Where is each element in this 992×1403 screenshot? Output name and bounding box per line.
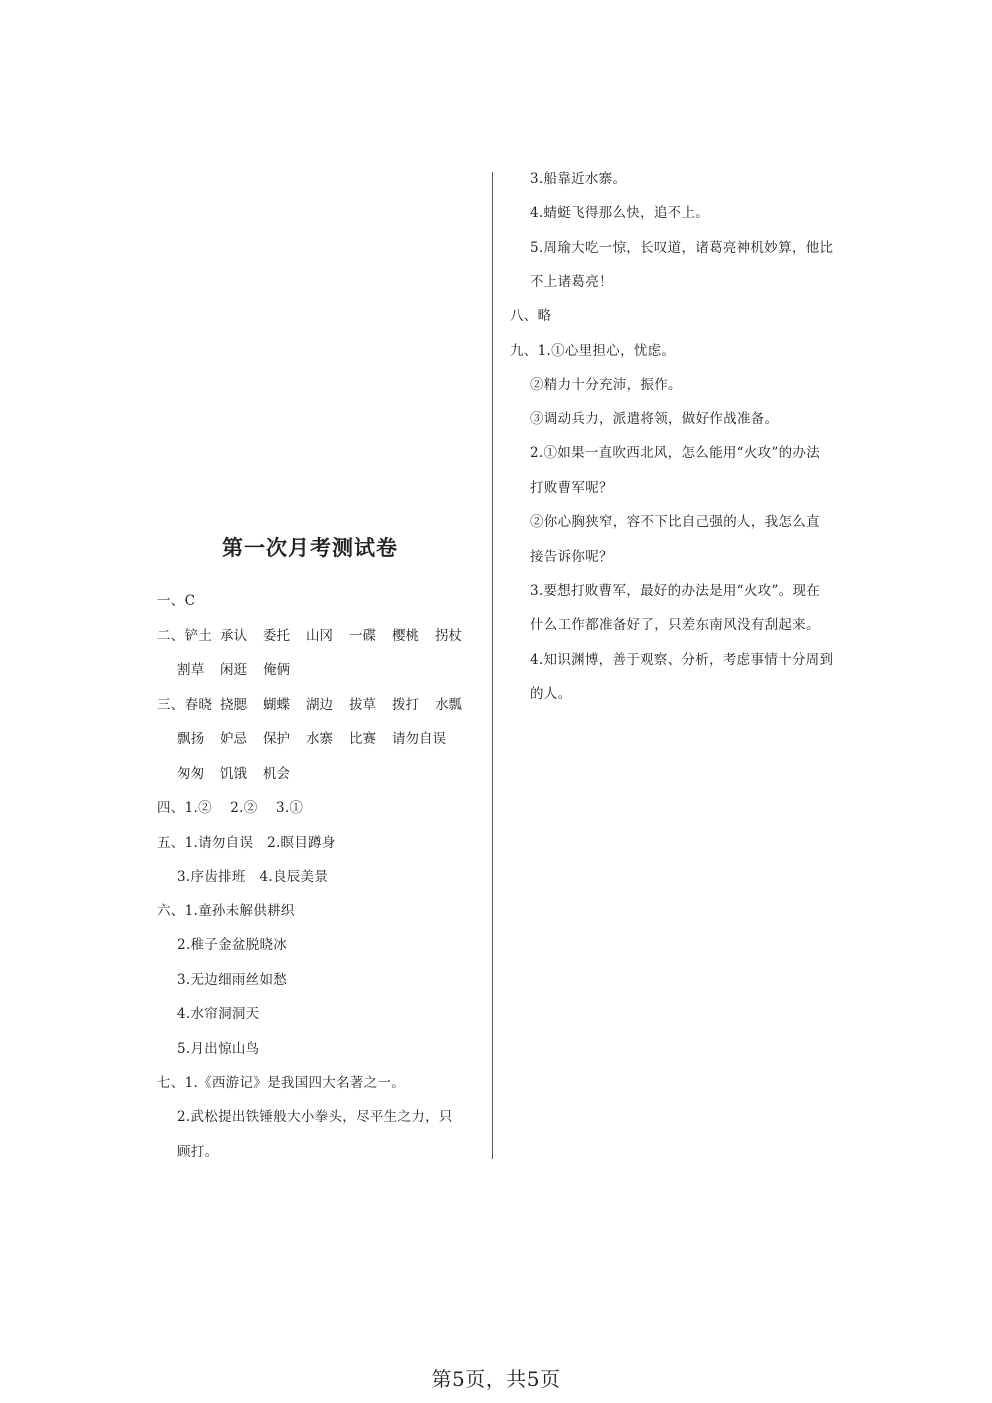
word: 委托 (263, 628, 290, 644)
word: 樱桃 (392, 628, 419, 644)
answer-line: 四、1.② 2.② 3.① (157, 800, 304, 816)
answer-line: 割草 (177, 662, 205, 678)
answer-line: 三、春晓 (157, 697, 213, 713)
word-row (220, 764, 290, 784)
word: 湖边 (306, 697, 333, 713)
word-row (220, 695, 462, 715)
answer-line: 4.蜻蜓飞得那么快，追不上。 (530, 205, 710, 221)
answer-line: 3.要想打败曹军，最好的办法是用“火攻”。现在 (530, 583, 821, 599)
page-footer: 第5页，共5页 (431, 1367, 561, 1391)
word: 比赛 (349, 731, 376, 747)
answer-line: ②精力十分充沛，振作。 (530, 377, 682, 393)
answer-line: 2.①如果一直吹西北风，怎么能用“火攻”的办法 (530, 445, 821, 461)
answer-line: 4.知识渊博，善于观察、分析，考虑事情十分周到 (530, 652, 834, 668)
word: 闲逛 (220, 662, 247, 678)
answer-line: 五、1.请勿自误 2.瞑目蹲身 (157, 835, 336, 851)
answer-line: 5.周瑜大吃一惊，长叹道，诸葛亮神机妙算，他比 (530, 240, 834, 256)
answer-line: 六、1.童孙未解供耕织 (157, 903, 295, 919)
answer-line: 3.序齿排班 4.良辰美景 (177, 869, 329, 885)
answer-line: ②你心胸狭窄，容不下比自己强的人，我怎么直 (530, 514, 820, 530)
answer-line: 顾打。 (177, 1144, 219, 1160)
answer-line: 什么工作都准备好了，只差东南风没有刮起来。 (530, 617, 820, 633)
answer-line: 匆匆 (177, 766, 205, 782)
answer-line: 4.水帘洞洞天 (177, 1006, 260, 1022)
word: 拐杖 (435, 628, 462, 644)
word: 水瓢 (435, 697, 462, 713)
answer-line: 3.船靠近水寨。 (530, 171, 627, 187)
word: 俺俩 (263, 662, 290, 678)
word: 山冈 (306, 628, 333, 644)
answer-line: 的人。 (530, 686, 572, 702)
word: 饥饿 (220, 766, 247, 782)
word-row (220, 660, 290, 680)
answer-line: 八、略 (510, 308, 552, 324)
word: 拔草 (349, 697, 376, 713)
word: 挠腮 (220, 697, 247, 713)
answer-line: 5.月出惊山鸟 (177, 1041, 260, 1057)
answer-line: 九、1.①心里担心，忧虑。 (510, 343, 676, 359)
word: 蝴蝶 (263, 697, 290, 713)
answer-line: 接告诉你呢？ (530, 549, 613, 565)
answer-line: 2.稚子金盆脱晓冰 (177, 937, 288, 953)
word: 保护 (263, 731, 290, 747)
answer-line: 2.武松提出铁锤般大小拳头，尽平生之力，只 (177, 1109, 453, 1125)
answer-line: 飘扬 (177, 731, 205, 747)
page-title: 第一次月考测试卷 (222, 535, 398, 560)
word: 妒忌 (220, 731, 247, 747)
word: 拨打 (392, 697, 419, 713)
answer-line: ③调动兵力，派遣将领，做好作战准备。 (530, 411, 779, 427)
answer-line: 不上诸葛亮！ (530, 274, 613, 290)
answer-line: 打败曹军呢？ (530, 480, 613, 496)
answer-line: 3.无边细雨丝如愁 (177, 972, 288, 988)
answer-line: 二、铲土 (157, 628, 213, 644)
word: 一碟 (349, 628, 376, 644)
word: 承认 (220, 628, 247, 644)
word-row (220, 729, 446, 749)
word-row (220, 626, 462, 646)
answer-line: 七、1.《西游记》是我国四大名著之一。 (157, 1075, 406, 1091)
answer-line: 一、C (157, 593, 196, 609)
column-divider (492, 172, 493, 1159)
word: 机会 (263, 766, 290, 782)
word: 水寨 (306, 731, 333, 747)
word: 请勿自误 (392, 731, 446, 747)
